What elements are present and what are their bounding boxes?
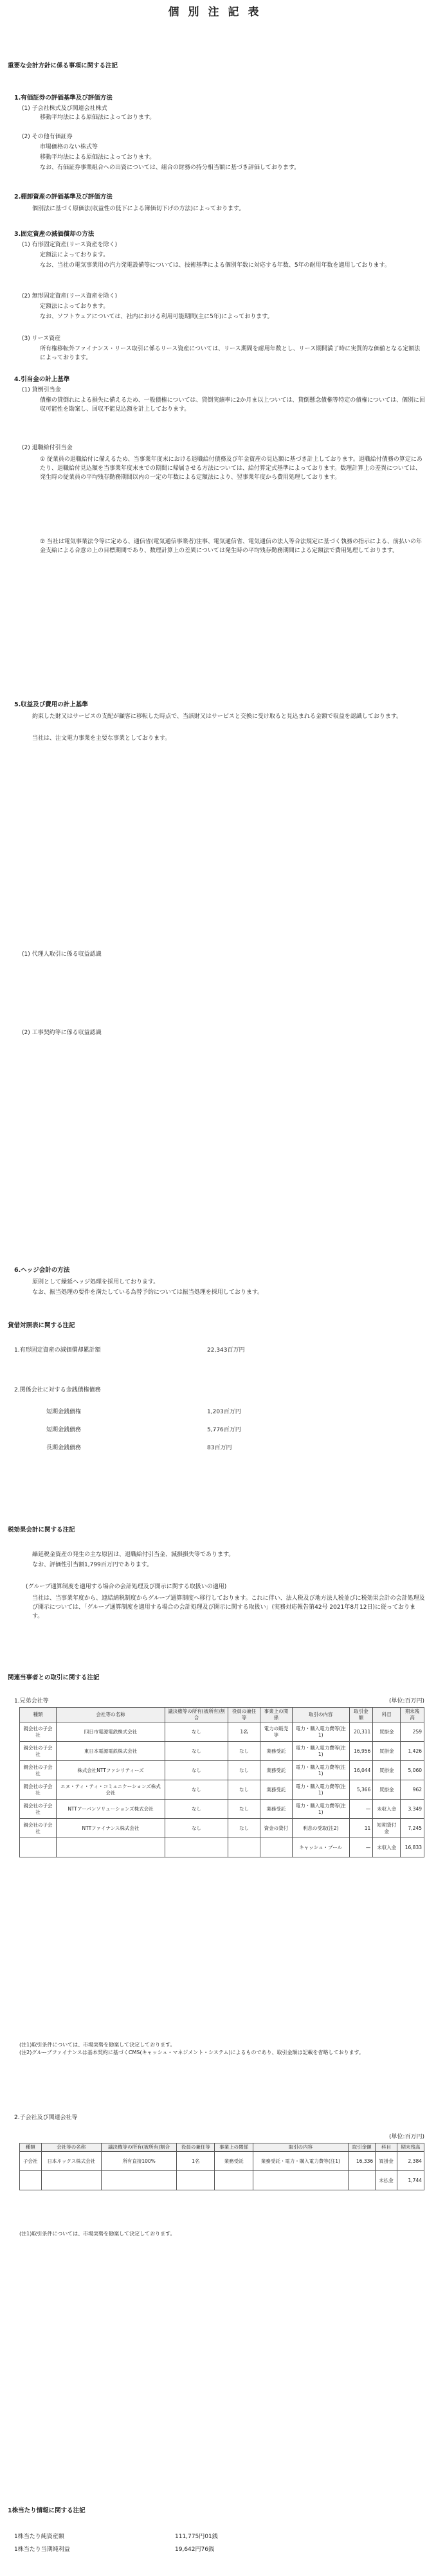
section-heading: 重要な会計方針に係る事項に関する注記: [8, 62, 118, 69]
bs1-row: [14, 1346, 245, 1355]
paragraph: 所有権移転外ファイナンス・リース取引に係るリース資産については、リース期間を耐用年数とし、リース期間満了時に実質的な価値となる定額法によっております。: [40, 346, 421, 361]
section-heading: 1株当たり情報に関する注記: [8, 2507, 86, 2514]
table-cell: 16,833: [401, 1838, 424, 1857]
table-header-cell: 科目: [376, 2143, 397, 2152]
table-cell: 11: [349, 1819, 373, 1838]
table-header-cell: 取引の内容: [253, 2143, 348, 2152]
table-cell: なし: [228, 1800, 260, 1819]
paragraph: 移動平均法による原価法によっております。: [40, 154, 156, 161]
paragraph: 当社は、注文電力事業を主要な事業としております。: [32, 735, 171, 742]
table-cell: 親会社の子会社: [20, 1780, 57, 1800]
table-note: (注1)取引条件については、市場実勢を勘案して決定しております。: [19, 2231, 176, 2237]
table-note: (注1)取引条件については、市場実勢を勘案して決定しております。: [19, 2042, 176, 2048]
section-heading: 6.ヘッジ会計の方法: [14, 1267, 70, 1274]
rp2-heading: 2.子会社及び関連会社等: [14, 2115, 78, 2121]
table-cell: 電力・購入電力費等(注1): [292, 1761, 349, 1780]
table-cell: 親会社の子会社: [20, 1800, 57, 1819]
rp2-notes: [19, 2230, 424, 2238]
table-row: [20, 2152, 424, 2171]
table-cell: 259: [401, 1722, 424, 1742]
paragraph: なお、振当処理の要件を満たしている為替予約については振当処理を採用しております。: [32, 1289, 264, 1296]
table-cell: 親会社の子会社: [20, 1819, 57, 1838]
table-cell: 買掛金: [376, 2152, 397, 2171]
table-cell: [260, 1838, 292, 1857]
table-header-cell: 期末残高: [397, 2143, 424, 2152]
section-heading: 2.棚卸資産の評価基準及び評価方法: [14, 193, 113, 201]
table-cell: [165, 1838, 228, 1857]
table-cell: キャッシュ・プール: [292, 1838, 349, 1857]
paragraph: なお、ソフトウェアについては、社内における利用可能期間(主に5年)によっております。: [40, 314, 273, 320]
table-cell: 日本ネックス株式会社: [41, 2152, 101, 2171]
table-row: [20, 1819, 424, 1838]
paragraph: なお、評価性引当額1,799百万円であります。: [32, 1562, 153, 1568]
subsection-heading: (2) 無形固定資産(リース資産を除く): [22, 293, 118, 300]
table-cell: 2,384: [397, 2152, 424, 2171]
table-header-cell: 役員の兼任等: [228, 1708, 260, 1722]
table-cell: 子会社: [20, 2152, 42, 2171]
bs2-row-value: 5,776百万円: [207, 1427, 241, 1433]
subsection-heading: (2) 退職給付引当金: [22, 445, 73, 451]
paragraph: (グループ通算制度を適用する場合の会計処理及び開示に関する取扱いの適用): [26, 1584, 227, 1590]
bs1-value: 22,343百万円: [207, 1347, 245, 1354]
table-cell: 5,366: [349, 1780, 373, 1800]
paragraph: 約束した財又はサービスの支配が顧客に移転した時点で、当該財又はサービスと交換に受け取ると見込まれる金額で収益を認識しております。: [32, 713, 403, 720]
table-header-cell: 会社等の名称: [56, 1708, 165, 1722]
paragraph: 繰延税金資産の発生の主な原因は、退職給付引当金、減損損失等であります。: [32, 1552, 235, 1558]
per-share-list: [14, 2532, 323, 2558]
table-header-cell: 会社等の名称: [41, 2143, 101, 2152]
table-cell: 16,044: [349, 1761, 373, 1780]
table-cell: なし: [228, 1761, 260, 1780]
table-cell: 短期貸付金: [373, 1819, 401, 1838]
section-heading: 5.収益及び費用の計上基準: [14, 701, 88, 708]
section-heading: 3.固定資産の減価償却の方法: [14, 231, 95, 238]
table-cell: 業務受託: [215, 2152, 253, 2171]
page-title: 個別注記表: [168, 6, 268, 19]
bs2-row-value: 83百万円: [207, 1445, 232, 1451]
table-cell: 買掛金: [373, 1761, 401, 1780]
table-cell: 株式会社NTTファシリティーズ: [56, 1761, 165, 1780]
paragraph: 移動平均法による原価法によっております。: [40, 114, 156, 121]
table-cell: 7,245: [401, 1819, 424, 1838]
table-row: [20, 2171, 424, 2190]
table-cell: [56, 1838, 165, 1857]
bs2-heading: 2.関係会社に対する金銭債権債務: [14, 1387, 101, 1393]
table-cell: [41, 2171, 101, 2190]
section-heading: 税効果会計に関する注記: [8, 1526, 75, 1534]
rp1-heading: 1.兄弟会社等: [14, 1698, 49, 1704]
table-cell: NTTファイナンス株式会社: [56, 1819, 165, 1838]
bs2-row-label: 長期金銭債務: [46, 1445, 82, 1451]
bs1-label: 1.有形固定資産の減価償却累計額: [14, 1347, 101, 1354]
table-cell: [177, 2171, 215, 2190]
table-header-cell: 種類: [20, 2143, 42, 2152]
table-cell: 未払金: [376, 2171, 397, 2190]
table-header-cell: 役員の兼任等: [177, 2143, 215, 2152]
table-header-cell: 取引の内容: [292, 1708, 349, 1722]
table-cell: —: [349, 1800, 373, 1819]
table-cell: 16,336: [349, 2152, 376, 2171]
paragraph: 債権の貸倒れによる損失に備えるため、一般債権については、貸倒実績率に2か月ま以上ついては、貸倒懸念債権等特定の債権については、個別に回収可能性を勘案し、回収不能見込額を計上しております。: [40, 397, 426, 413]
table-cell: 業務受託・電力・購入電力費等(注1): [253, 2152, 348, 2171]
table-cell: なし: [165, 1761, 228, 1780]
table-cell: 資金の貸付: [260, 1819, 292, 1838]
table-cell: 未収入金: [373, 1800, 401, 1819]
table-cell: 電力・購入電力費等(注1): [292, 1780, 349, 1800]
rp1-unit: (単位:百万円): [388, 1698, 424, 1704]
per-share-row-value: 19,642円76銭: [175, 2546, 214, 2553]
bs2-row-label: 短期金銭債権: [46, 1409, 82, 1415]
table-row: [20, 1742, 424, 1761]
related-party-table: [19, 1707, 424, 1857]
subsection-heading: (3) リース資産: [22, 335, 61, 342]
subsection-heading: (1) 貸倒引当金: [22, 387, 61, 393]
table-cell: 962: [401, 1780, 424, 1800]
table-cell: 業務受託: [260, 1800, 292, 1819]
paragraph: 定額法によっております。: [40, 303, 109, 310]
table-header-cell: 事業上の関係: [260, 1708, 292, 1722]
table-cell: 未収入金: [373, 1838, 401, 1857]
table-cell: 1名: [228, 1722, 260, 1742]
paragraph: なお、当社の電気事業用の汽力発電設備等については、技術基準による個別年数に対応する年数、5年の耐用年数を適用しております。: [40, 262, 390, 269]
table-header-cell: 科目: [373, 1708, 401, 1722]
table-cell: [101, 2171, 176, 2190]
paragraph: なお、有価証券事業組合への出資については、組合の財務の持分相当額に基づき評価しております。: [40, 165, 300, 171]
table-cell: 電力・購入電力費等(注1): [292, 1742, 349, 1761]
paragraph: ② 当社は電気事業法令等に定める、通信省(電気通信事業者)注事、電気通信省、電気通信の法人等合法規定に基づく執務の指示による、前払いの年金支給による合意の上の目標期間であり、数理計算上の差異については発生時の平均残存勤務期間による定額法で費用処理しております。: [40, 539, 422, 554]
table-cell: 所有直接100%: [101, 2152, 176, 2171]
table-cell: 電力・購入電力費等(注1): [292, 1800, 349, 1819]
table-header-cell: 種類: [20, 1708, 57, 1722]
bs2-row-value: 1,203百万円: [207, 1409, 241, 1415]
table-cell: 親会社の子会社: [20, 1761, 57, 1780]
table-cell: 1,744: [397, 2171, 424, 2190]
table-cell: 親会社の子会社: [20, 1722, 57, 1742]
table-cell: 業務受託: [260, 1742, 292, 1761]
section-heading: 1.有価証券の評価基準及び評価方法: [14, 94, 113, 102]
per-share-row-label: 1株当たり純資産額: [14, 2534, 64, 2540]
table-note: (注2)グループファイナンスは基本契約に基づくCMS(キャッシュ・マネジメント・システム)によるものであり、取引金額は記載を省略しております。: [19, 2050, 364, 2055]
table-cell: 利息の受取(注2): [292, 1819, 349, 1838]
table-cell: 業務受託: [260, 1761, 292, 1780]
table-header-cell: 取引金額: [349, 2143, 376, 2152]
table-cell: NTTアーバンソリューションズ株式会社: [56, 1800, 165, 1819]
table-cell: なし: [228, 1780, 260, 1800]
subsection-heading: (2) その他有価証券: [22, 134, 73, 140]
bs2-list: [46, 1408, 355, 1462]
table-cell: 買掛金: [373, 1742, 401, 1761]
per-share-row: [14, 2532, 323, 2541]
subsection-heading: (2) 工事契約等に係る収益認識: [22, 1030, 102, 1036]
table-cell: なし: [165, 1722, 228, 1742]
table-cell: なし: [165, 1819, 228, 1838]
subsection-heading: (1) 子会社株式及び関連会社株式: [22, 105, 107, 112]
table-cell: なし: [165, 1742, 228, 1761]
paragraph: 定額法によっております。: [40, 252, 109, 258]
per-share-row-value: 111,775円01銭: [175, 2534, 218, 2540]
table-row: [20, 1761, 424, 1780]
table-cell: [20, 1838, 57, 1857]
paragraph: 当社は、当事業年度から、連結納税制度からグループ通算制度へ移行しております。これに伴い、法人税及び地方法人税並びに税効果会計の会計処理及び開示については、「グループ通算制度を適用する場合の会計処理及び開示に関する取扱い」(実務対応報告第42号 2021年8月12日)に従っております。: [32, 1595, 425, 1620]
table-cell: なし: [228, 1819, 260, 1838]
table-cell: 16,956: [349, 1742, 373, 1761]
table-cell: [228, 1838, 260, 1857]
table-row: [20, 1800, 424, 1819]
table-cell: 3,349: [401, 1800, 424, 1819]
table-cell: なし: [228, 1742, 260, 1761]
table-cell: 電力の販売等: [260, 1722, 292, 1742]
table-header-cell: 期末残高: [401, 1708, 424, 1722]
table-cell: —: [349, 1838, 373, 1857]
table-row: [20, 1838, 424, 1857]
section-heading: 4.引当金の計上基準: [14, 376, 70, 383]
subsection-heading: (1) 有形固定資産(リース資産を除く): [22, 242, 118, 248]
bs2-row: [46, 1426, 355, 1435]
table-cell: 買掛金: [373, 1722, 401, 1742]
paragraph: 個別法に基づく原価法(収益性の低下による簿価切下げの方法)によっております。: [32, 206, 245, 212]
paragraph: 市場価格のない株式等: [40, 144, 98, 150]
table-row: [20, 1722, 424, 1742]
table-cell: 東日本電源電鉄株式会社: [56, 1742, 165, 1761]
table-cell: 電力・購入電力費等(注1): [292, 1722, 349, 1742]
table-cell: なし: [165, 1780, 228, 1800]
table-cell: [20, 2171, 42, 2190]
bs2-row: [46, 1408, 355, 1417]
bs2-row: [46, 1444, 355, 1453]
table-row: [20, 1780, 424, 1800]
table-header-cell: 議決権等の所有(被所有)割合: [165, 1708, 228, 1722]
table-header-cell: 取引金額: [349, 1708, 373, 1722]
table-cell: 20,311: [349, 1722, 373, 1742]
table-header-cell: 事業上の関係: [215, 2143, 253, 2152]
subsidiary-table: [19, 2143, 424, 2190]
per-share-row-label: 1株当たり当期純利益: [14, 2546, 70, 2553]
rp2-unit: (単位:百万円): [388, 2134, 424, 2140]
section-heading: 関連当事者との取引に関する注記: [8, 1674, 100, 1681]
table-cell: 親会社の子会社: [20, 1742, 57, 1761]
table-cell: 買掛金: [373, 1780, 401, 1800]
paragraph: 原則として繰延ヘッジ処理を採用しております。: [32, 1279, 159, 1285]
table-cell: 5,060: [401, 1761, 424, 1780]
table-cell: [349, 2171, 376, 2190]
bs2-row-label: 短期金銭債務: [46, 1427, 82, 1433]
table-cell: 1,426: [401, 1742, 424, 1761]
per-share-row: [14, 2545, 323, 2554]
table-cell: 1名: [177, 2152, 215, 2171]
rp1-notes: [19, 2041, 424, 2057]
section-heading: 貸借対照表に関する注記: [8, 1322, 75, 1329]
table-cell: [215, 2171, 253, 2190]
paragraph: ① 従業員の退職給付に備えるため、当事業年度末における退職給付債務及び年金資産の見込額に基づき計上しております。退職給付債務の算定にあたり、退職給付見込額を当事業年度末までの期間に帰属させる方法については、給付算定式基準によっております。数理計算上の差異については、発生時の従業員の平均残存勤務期間以内の一定の年数による定額法により、翌事業年度から費用処理しております。: [40, 456, 422, 481]
table-cell: エヌ・ティ・ティ・コミュニケーションズ株式会社: [56, 1780, 165, 1800]
table-header-cell: 議決権等の所有(被所有)割合: [101, 2143, 176, 2152]
table-cell: 四日市電源電鉄株式会社: [56, 1722, 165, 1742]
table-cell: [253, 2171, 348, 2190]
subsection-heading: (1) 代理人取引に係る収益認識: [22, 951, 102, 958]
table-cell: なし: [165, 1800, 228, 1819]
table-cell: 業務受託: [260, 1780, 292, 1800]
